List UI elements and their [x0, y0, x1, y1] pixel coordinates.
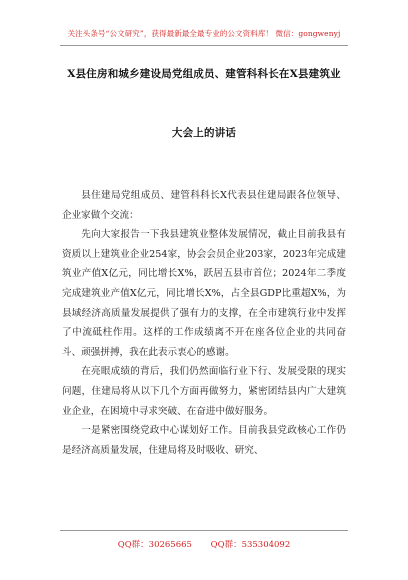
footer-qq-group-2: QQ群：535304092: [210, 540, 291, 550]
paragraph: 在亮眼成绩的背后，我们仍然面临行业下行、发展受限的现实问题，住建局将从以下几个方面再做努力，紧密团结县内广大建筑业企业，在困境中寻求突破、在奋进中做好服务。: [62, 366, 346, 417]
document-body: [62, 186, 346, 460]
document-title-line2: 大会上的讲话: [171, 127, 237, 139]
footer-qq-group-1: QQ群：30265665: [117, 540, 192, 550]
header-divider: [60, 45, 348, 46]
footer-divider: [60, 530, 348, 531]
paragraph: 先向大家报告一下我县建筑业整体发展情况，截止目前我县有资质以上建筑业企业254家，协会会员企业203家，2023年完成建筑业产值X亿元，同比增长X%，跃居五县市首位；2024年二季度完成建筑业产值X亿元，同比增长X%，占全县GDP比重超X%，为县域经济高质量发展提供了强有力的支撑，在全市建筑行业中发挥了中流砥柱作用。这样的工作成绩离不开在座各位企业的共同奋斗、顽强拼搏，我在此表示衷心的感谢。: [62, 229, 346, 358]
header-promo-note: 关注头条号“公文研究”，获得最新最全最专业的公文资料库！ 微信：gongwenyj: [67, 29, 341, 38]
footer-contact: [0, 538, 408, 550]
document-title-line1: X县住房和城乡建设局党组成员、建管科科长在X县建筑业: [67, 68, 341, 80]
paragraph: 一是紧密围绕党政中心谋划好工作。目前我县党政核心工作仍是经济高质量发展，住建局将及时吸收、研究、: [62, 425, 346, 456]
paragraph: 县住建局党组成员、建管科科长X代表县住建局跟各位领导、企业家做个交流：: [62, 190, 346, 221]
